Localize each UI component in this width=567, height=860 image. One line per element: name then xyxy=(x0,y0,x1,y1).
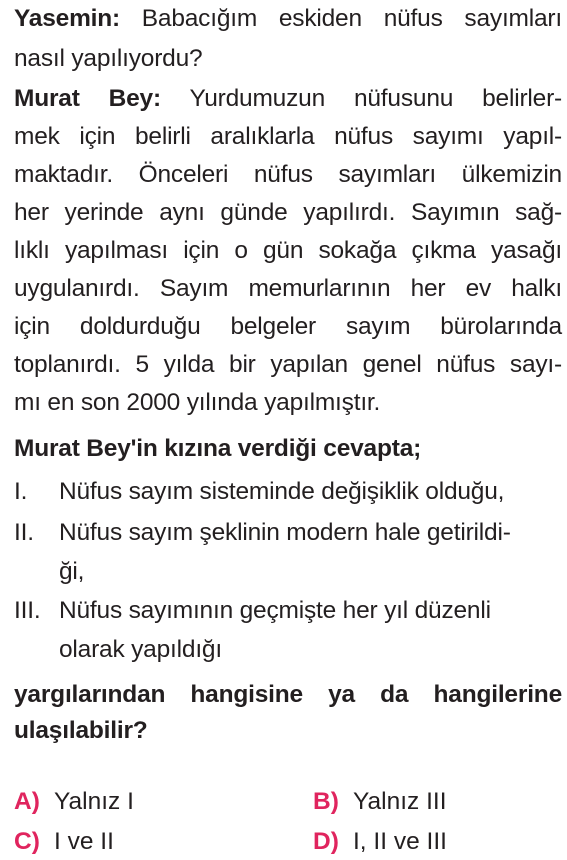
option-c[interactable] xyxy=(14,827,114,857)
option-text: I ve II xyxy=(54,828,114,855)
statement-numeral: III. xyxy=(14,597,41,624)
statement-text: Nüfus sayım sisteminde değişiklik olduğu, xyxy=(59,478,505,505)
statement-numeral: II. xyxy=(14,519,34,546)
passage-line: nasıl yapılıyordu? xyxy=(14,45,203,72)
passage-line xyxy=(14,84,562,114)
option-a[interactable] xyxy=(14,787,134,817)
passage-line: mek için belirli aralıklarla nüfus sayımı yapıl- xyxy=(14,123,562,150)
question-stem: yargılarından hangisine ya da hangilerine xyxy=(14,681,562,708)
passage-line: mı en son 2000 yılında yapılmıştır. xyxy=(14,389,381,416)
passage-line: toplanırdı. 5 yılda bir yapılan genel nüfus sayı- xyxy=(14,351,562,378)
question-stem: ulaşılabilir? xyxy=(14,717,148,744)
option-letter: B) xyxy=(313,788,339,815)
passage-line: uygulanırdı. Sayım memurlarının her ev halkı xyxy=(14,275,562,302)
option-text: Yalnız III xyxy=(353,788,447,815)
option-letter: D) xyxy=(313,828,339,855)
statement-numeral: I. xyxy=(14,478,28,505)
passage-line: için doldurduğu belgeler sayım bürolarında xyxy=(14,313,562,340)
statement-text: Nüfus sayım şeklinin modern hale getirildi- xyxy=(59,519,511,546)
option-letter: A) xyxy=(14,788,40,815)
question-intro: Murat Bey'in kızına verdiği cevapta; xyxy=(14,435,422,462)
passage-line: her yerinde aynı günde yapılırdı. Sayımın sağ- xyxy=(14,199,562,226)
option-d[interactable] xyxy=(313,827,447,857)
option-text: Yalnız I xyxy=(54,788,134,815)
answer-options xyxy=(14,787,562,859)
passage-line xyxy=(14,4,562,34)
option-b[interactable] xyxy=(313,787,447,817)
passage-text: Yurdumuzun nüfusunu belirler- xyxy=(160,85,562,112)
speaker-name: Murat Bey: xyxy=(14,85,161,112)
statement-text: ği, xyxy=(59,558,85,585)
passage-text: Babacığım eskiden nüfus sayımları xyxy=(119,5,562,32)
passage-line: maktadır. Önceleri nüfus sayımları ülkemizin xyxy=(14,161,562,188)
option-letter: C) xyxy=(14,828,40,855)
speaker-name: Yasemin: xyxy=(14,5,120,32)
option-text: I, II ve III xyxy=(353,828,447,855)
statement-text: Nüfus sayımının geçmişte her yıl düzenli xyxy=(59,597,491,624)
statement-text: olarak yapıldığı xyxy=(59,636,222,663)
passage-line: lıklı yapılması için o gün sokağa çıkma yasağı xyxy=(14,237,562,264)
